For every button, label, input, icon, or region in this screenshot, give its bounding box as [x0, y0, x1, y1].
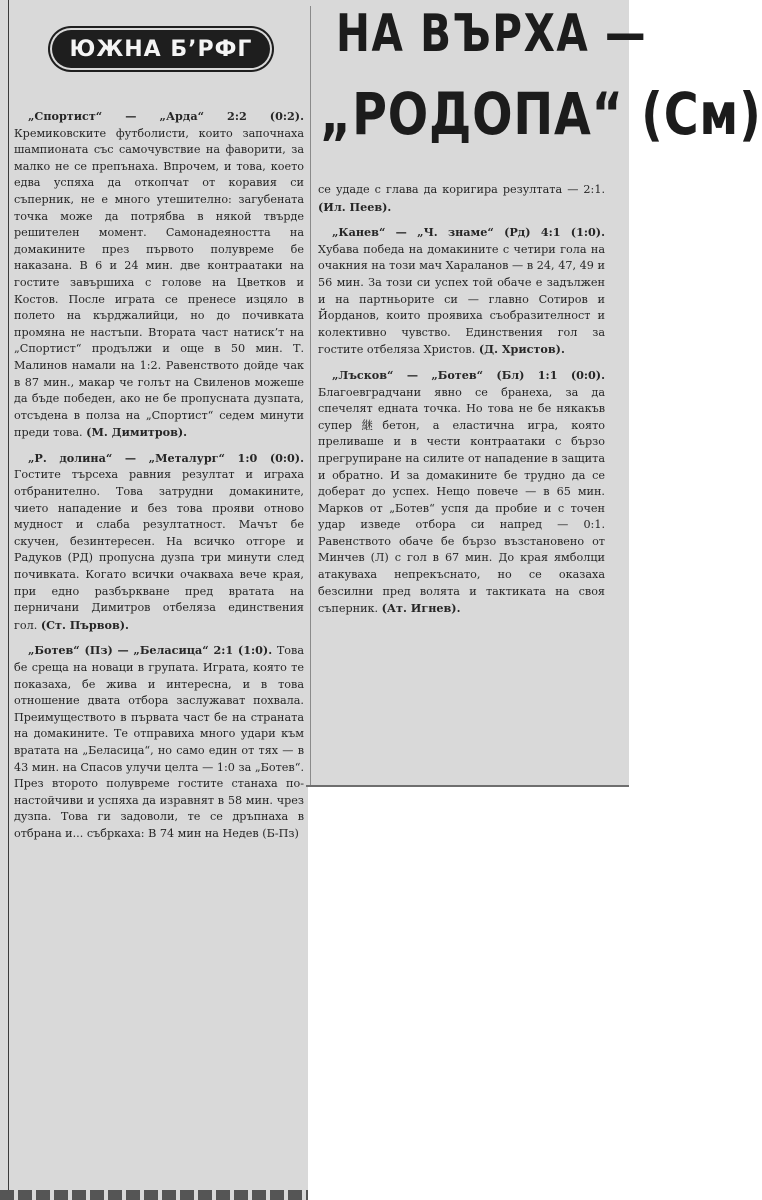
match-body: Кремиковските футболисти, които започнаха шампионата със самочувствие на фаворити, за малко не се препънаха. Впрочем, и това, което едва успяха да откопчат от коравия си съперник, не е много утешително: загубената точка може да потрябва в някой твърде решителен момент. Самонадеяността на домакините през първото полувреме бе наказана. В 6 и 24 мин. две контраатаки на гостите завършиха с голове на Цветков и Костов. После играта се пренесе изцяло в полето на кърджалийци, но до почивката промяна не настъпи. Втората част натиск’т на „Спортист“ продължи и още в 50 мин. Т. Малинов намали на 1:2. Равенството дойде чак в 87 мин., макар че голът на Свиленов можеше да бъде победен, ако не бе пропусната дузпата, отсъдена в полза на „Спортист“ седем минути преди това.: [14, 126, 304, 440]
match-report-rdolina-metalurg: [14, 450, 304, 635]
match-report-laskov-botev: [318, 367, 605, 618]
match-report-kanev-chznake: [318, 224, 605, 359]
match-author: (Ст. Първов).: [40, 617, 129, 632]
left-column: [14, 108, 304, 851]
match-heading: „Ботев“ (Пз) — „Беласица“ 2:1 (1:0).: [28, 643, 277, 658]
match-body: Благоевградчани явно се бранеха, за да спечелят едната точка. Но това не бе някакъв супер継бетон, а еластична игра, която преливаше и в чести контраатаки с бързо прегрупиране на силите от нападение в защита и обратно. И за домакините бе трудно да се доберат до успех. Нещо повече — в 65 мин. Марков от „Ботев“ успя да пробие и с точен удар изведе отбора си напред — 0:1. Равенството обаче бе бързо възстановено от Минчев (Л) с гол в 67 мин. До края ямболци атакуваха непрекъснато, но се оказаха безсилни пред волята и тактиката на своя съперник.: [318, 385, 605, 616]
section-logo: [52, 30, 270, 68]
match-heading: „Канев“ — „Ч. знаме“ (Рд) 4:1 (1:0).: [332, 225, 605, 240]
match-report-sportist-arda: [14, 108, 304, 442]
headline-line-1: НА ВЪРХА —: [336, 4, 648, 64]
match-body: се удаде с глава да коригира резултата — 2:1.: [318, 183, 605, 196]
next-article-strip: [0, 1190, 308, 1200]
match-heading: „Лъсков“ — „Ботев“ (Бл) 1:1 (0:0).: [332, 367, 605, 382]
match-heading: „Спортист“ — „Арда“ 2:2 (0:2).: [28, 109, 304, 123]
match-report-continuation: [318, 182, 605, 216]
match-body: Гостите търсеха равния резултат и играха отбранително. Това затрудни домакините, чието нападение и без това прояви отново мудност и слаба резултатност. Мачът бе скучен, безинтересен. На всичко отгоре и Радуков (РД) пропусна дузпа три минути след почивката. Когато всички очакваха вече края, при едно разбъркване пред вратата на перничани Димитров отбеляза единствения гол.: [14, 468, 304, 632]
column-divider: [310, 6, 311, 786]
match-author: (Д. Христов).: [478, 342, 565, 357]
match-body: Хубава победа на домакините с четири гола на очакния на този мач Хараланов — в 24, 47, 49 и 56 мин. За този си успех той обаче е задължен и на партньорите си — главно Сотиров и Йорданов, които проявиха съобразителност и колективно чувство. Единствения гол за гостите отбеляза Христов.: [318, 242, 605, 357]
page-fold-line: [8, 0, 9, 1200]
match-author: (Ат. Игнев).: [381, 601, 461, 616]
match-report-botev-belasitsa: [14, 642, 304, 842]
match-author: (М. Димитров).: [86, 425, 188, 440]
clipping-edge: [306, 785, 629, 787]
headline-line-2: „РОДОПА“ (См): [320, 80, 762, 148]
match-author: (Ил. Пеев).: [318, 199, 392, 214]
match-body: Това бе среща на новаци в групата. Играта, която те показаха, бе жива и интересна, и в това отношение двата отбора заслужават похвала. Преимуществото в първата част бе на страната на домакините. Те отправиха много удари към вратата на „Беласица“, но само един от тях — в 43 мин. на Спасов улучи целта — 1:0 за „Ботев“. През второто полувреме гостите станаха по-настойчиви и успяха да изравнят в 58 мин. чрез дузпа. Това ги задоволи, те се дръпнаха в отбрана и... събркаха: В 74 мин на Недев (Б-Пз): [14, 644, 304, 840]
section-logo-text: ЮЖНА Б’РФГ: [69, 36, 253, 62]
match-heading: „Р. долина“ — „Металург“ 1:0 (0:0).: [28, 450, 304, 465]
right-column: [318, 182, 605, 626]
